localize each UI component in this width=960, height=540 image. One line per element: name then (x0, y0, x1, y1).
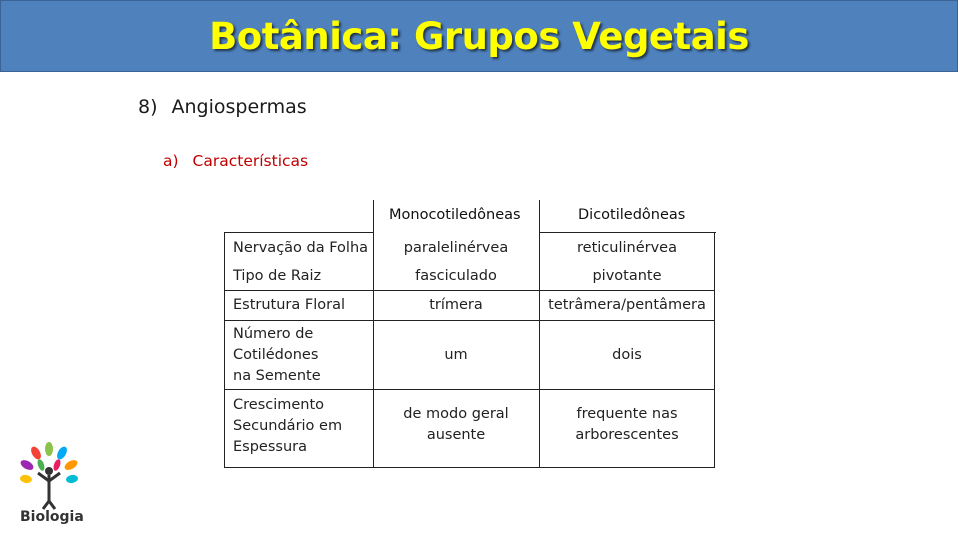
dico-value-line: frequente nas (576, 406, 678, 422)
slide-title: Botânica: Grupos Vegetais (209, 14, 749, 58)
dico-value-line: arborescentes (575, 427, 679, 443)
subsection-heading (163, 152, 308, 170)
mono-value (373, 404, 539, 446)
dico-value (540, 404, 714, 446)
mono-value: paralelinérvea (403, 240, 509, 256)
dico-value: dois (612, 347, 642, 363)
column-header-mono: Monocotiledôneas (389, 207, 521, 223)
table-divider (224, 389, 715, 390)
column-header-dico: Dicotiledôneas (578, 207, 686, 223)
row-label-line: na Semente (233, 368, 321, 384)
row-label: Nervação da Folha (233, 240, 369, 256)
table-divider (224, 320, 715, 321)
row-label-line: Cotilédones (233, 347, 319, 363)
section-number: 8) (138, 96, 158, 118)
row-label-line: Espessura (233, 439, 307, 455)
mono-value: trímera (429, 297, 483, 313)
table-divider (224, 290, 715, 291)
table-top-border-right (539, 232, 716, 233)
row-label: Estrutura Floral (233, 297, 345, 313)
dico-value: tetrâmera/pentâmera (548, 297, 706, 313)
title-bar (0, 0, 958, 72)
subsection-letter: a) (163, 152, 179, 170)
mono-value: um (444, 347, 468, 363)
section-heading (138, 96, 307, 118)
section-title: Angiospermas (171, 96, 307, 118)
mono-value-line: de modo geral (403, 406, 509, 422)
row-label: Tipo de Raiz (233, 268, 322, 284)
row-label (233, 324, 321, 387)
row-label-line: Número de (233, 326, 314, 342)
dico-value: pivotante (592, 268, 662, 284)
row-label-line: Secundário em (233, 418, 343, 434)
dico-value: reticulinérvea (577, 240, 677, 256)
table-top-border-left (224, 232, 373, 233)
mono-value: fasciculado (415, 268, 497, 284)
logo-text: Biologia (20, 509, 84, 525)
row-label-line: Crescimento (233, 397, 325, 413)
row-label (233, 395, 342, 458)
mono-value-line: ausente (426, 427, 486, 443)
subsection-title: Características (192, 152, 309, 170)
